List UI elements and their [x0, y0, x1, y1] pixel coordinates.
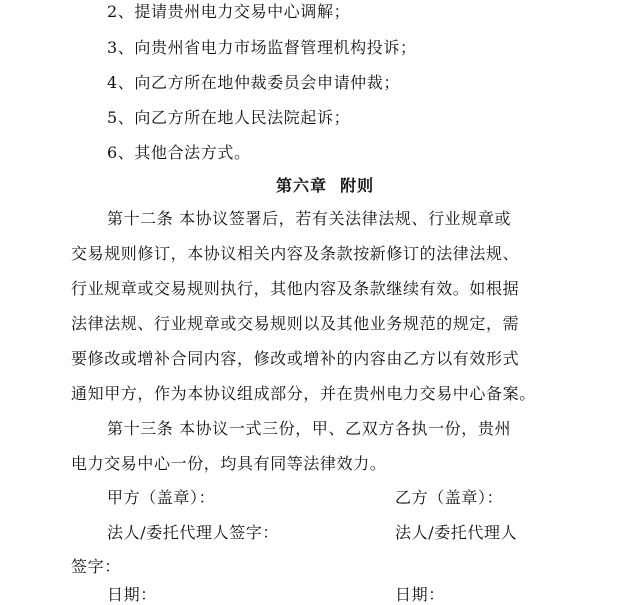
party-a-date-label: 日期： — [107, 585, 157, 604]
dispute-option-6: 6、其他合法方式。 — [107, 143, 251, 162]
article-12-line: 法律法规、行业规章或交易规则以及其他业务规范的规定，需 — [71, 314, 520, 333]
party-b-rep-signature-label: 签字： — [71, 557, 121, 576]
dispute-option-4: 4、向乙方所在地仲裁委员会申请仲裁； — [107, 73, 400, 92]
party-a-seal-label: 甲方（盖章）： — [107, 488, 216, 507]
party-b-rep-label: 法人/委托代理人 — [395, 523, 518, 542]
article-13-line: 电力交易中心一份，均具有同等法律效力。 — [71, 454, 387, 473]
article-13-line: 第十三条 本协议一式三份，甲、乙双方各执一份，贵州 — [107, 419, 512, 438]
dispute-option-3: 3、向贵州省电力市场监督管理机构投诉； — [107, 38, 417, 57]
party-b-seal-label: 乙方（盖章）： — [395, 488, 504, 507]
article-12-line: 行业规章或交易规则执行，其他内容及条款继续有效。如根据 — [71, 279, 520, 298]
dispute-option-5: 5、向乙方所在地人民法院起诉； — [107, 108, 351, 127]
dispute-option-2: 2、提请贵州电力交易中心调解； — [107, 2, 351, 21]
article-12-line: 要修改或增补合同内容，修改或增补的内容由乙方以有效形式 — [71, 349, 520, 368]
article-12-line: 交易规则修订，本协议相关内容及条款按新修订的法律法规、 — [71, 244, 520, 263]
chapter-title: 第六章 附则 — [276, 176, 375, 195]
party-b-date-label: 日期： — [395, 585, 445, 604]
party-a-rep-label: 法人/委托代理人签字： — [107, 523, 279, 542]
article-12-line: 第十二条 本协议签署后，若有关法律法规、行业规章或 — [107, 209, 512, 228]
article-12-line: 通知甲方，作为本协议组成部分，并在贵州电力交易中心备案。 — [71, 384, 536, 403]
